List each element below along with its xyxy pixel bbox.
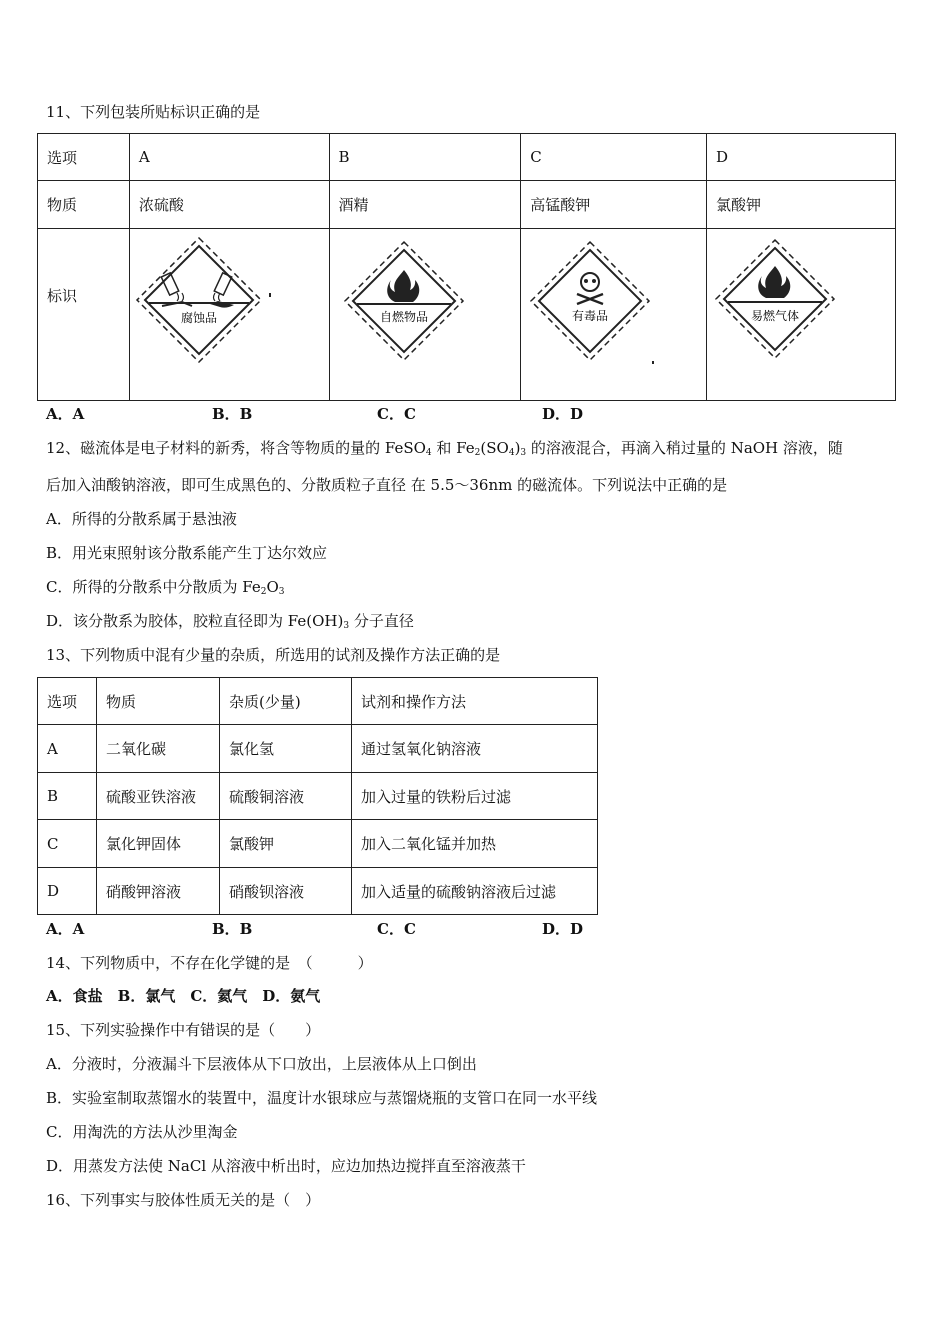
q12-stem-1f: 4 xyxy=(508,448,515,458)
q12-stem-1c: 和 Fe xyxy=(431,439,475,457)
q12-option-d-2: 3 xyxy=(343,621,350,631)
q13-answer-b: B．B xyxy=(212,920,253,938)
q13-header-substance: 物质 xyxy=(97,678,220,725)
q11-table xyxy=(37,133,896,401)
q13-row-d-option: D xyxy=(38,868,97,915)
q13-row-d-method: 加入适量的硫酸钠溶液后过滤 xyxy=(352,868,598,915)
q12-option-a: A．所得的分散系属于悬浊液 xyxy=(46,510,237,528)
q13-row-a-method: 通过氢氧化钠溶液 xyxy=(352,725,598,773)
table-row xyxy=(38,773,598,820)
flame-icon xyxy=(758,266,790,298)
q13-row-b-option: B xyxy=(38,773,97,820)
q12-stem-line-2: 后加入油酸钠溶液，即可生成黑色的、分散质粒子直径 在 5.5～36nm 的磁流体。下列说法中正确的是 xyxy=(46,476,728,494)
q11-header-b: B xyxy=(329,134,521,181)
q15-stem: 15、下列实验操作中有错误的是（ ） xyxy=(46,1021,321,1039)
q13-header-option: 选项 xyxy=(38,678,97,725)
table-row xyxy=(38,820,598,868)
sign-inner-border xyxy=(145,246,253,354)
flammable-gas-sign xyxy=(707,230,895,400)
table-row xyxy=(38,868,598,915)
q11-row-substance-label: 物质 xyxy=(38,181,130,229)
q12-option-c-2: 2 xyxy=(260,587,267,597)
q11-sign-cell-a xyxy=(129,229,329,401)
q14-options: A．食盐 B．氯气 C．氦气 D．氨气 xyxy=(46,987,321,1005)
sign-outer-border xyxy=(716,240,834,358)
table-row xyxy=(38,725,598,773)
q11-header-a: A xyxy=(129,134,329,181)
q12-stem-1i: 的溶液混合，再滴入稍过量的 NaOH 溶液，随 xyxy=(526,439,843,457)
sign-label-b: 自燃物品 xyxy=(379,309,428,324)
q15-option-b: B．实验室制取蒸馏水的装置中，温度计水银球应与蒸馏烧瓶的支管口在同一水平线 xyxy=(46,1089,598,1107)
q12-option-c-3: O xyxy=(266,578,279,596)
q15-option-a: A．分液时，分液漏斗下层液体从下口放出，上层液体从上口倒出 xyxy=(46,1055,477,1073)
q13-row-b-impurity: 硫酸铜溶液 xyxy=(220,773,352,820)
q12-stem-1b: 4 xyxy=(425,448,432,458)
q11-header-d: D xyxy=(707,134,896,181)
q11-row-sign-label: 标识 xyxy=(38,229,130,401)
q13-answer-d: D．D xyxy=(542,920,584,938)
sign-outer-border xyxy=(531,242,649,360)
q12-option-c-4: 3 xyxy=(278,587,285,597)
q13-row-a-substance: 二氧化碳 xyxy=(97,725,220,773)
toxic-hazard-sign xyxy=(521,230,697,400)
q12-option-d-1: D．该分散系为胶体，胶粒直径即为 Fe(OH) xyxy=(46,612,344,630)
q12-stem-1d: 2 xyxy=(474,448,481,458)
q12-option-c xyxy=(46,577,285,602)
q11-answer-b: B．B xyxy=(212,405,253,423)
sign-inner-border xyxy=(539,250,641,352)
sign-outer-border xyxy=(137,238,261,362)
skull-icon xyxy=(577,273,603,304)
q15-option-c: C．用淘洗的方法从沙里淘金 xyxy=(46,1123,238,1141)
q13-row-c-method: 加入二氧化锰并加热 xyxy=(352,820,598,868)
sign-label-c: 有毒品 xyxy=(572,308,609,323)
q13-answer-a: A．A xyxy=(46,920,85,938)
q13-row-c-substance: 氯化钾固体 xyxy=(97,820,220,868)
q13-row-c-impurity: 氯酸钾 xyxy=(220,820,352,868)
sign-label-d: 易燃气体 xyxy=(750,308,800,323)
sign-inner-border xyxy=(724,248,826,350)
q12-stem-line-1 xyxy=(46,438,843,463)
q12-option-c-1: C．所得的分散系中分散质为 Fe xyxy=(46,578,261,596)
q12-stem-1a: 12、磁流体是电子材料的新秀，将含等物质的量的 FeSO xyxy=(46,439,426,457)
q13-answer-c: C．C xyxy=(377,920,416,938)
q13-row-b-method: 加入过量的铁粉后过滤 xyxy=(352,773,598,820)
q12-stem-1g: ) xyxy=(514,439,521,457)
q13-row-d-substance: 硝酸钾溶液 xyxy=(97,868,220,915)
q11-answer-d: D．D xyxy=(542,405,584,423)
q11-stem: 11、下列包装所贴标识正确的是 xyxy=(46,103,261,121)
q16-stem: 16、下列事实与胶体性质无关的是（ ） xyxy=(46,1191,321,1209)
q11-sign-cell-b xyxy=(329,229,521,401)
q11-substance-c: 高锰酸钾 xyxy=(521,181,707,229)
q11-answer-c: C．C xyxy=(377,405,416,423)
q11-substance-b: 酒精 xyxy=(329,181,521,229)
q13-row-b-substance: 硫酸亚铁溶液 xyxy=(97,773,220,820)
q13-row-d-impurity: 硝酸钡溶液 xyxy=(220,868,352,915)
q12-stem-1e: (SO xyxy=(480,439,509,457)
q13-table xyxy=(37,677,598,915)
q12-option-b: B．用光束照射该分散系能产生丁达尔效应 xyxy=(46,544,328,562)
q11-sign-cell-d xyxy=(707,229,896,401)
q15-option-d: D．用蒸发方法使 NaCl 从溶液中析出时，应边加热边搅拌直至溶液蒸干 xyxy=(46,1157,526,1175)
spontaneous-combustion-sign xyxy=(330,230,512,400)
q12-option-d xyxy=(46,611,414,636)
q12-stem-1h: 3 xyxy=(520,448,527,458)
q13-stem: 13、下列物质中混有少量的杂质，所选用的试剂及操作方法正确的是 xyxy=(46,646,501,664)
q11-substance-d: 氯酸钾 xyxy=(707,181,896,229)
q13-header-method: 试剂和操作方法 xyxy=(352,678,598,725)
q13-row-c-option: C xyxy=(38,820,97,868)
q13-row-a-option: A xyxy=(38,725,97,773)
sign-label-a: 腐蚀品 xyxy=(180,310,217,325)
q12-option-d-3: 分子直径 xyxy=(349,612,414,630)
q11-substance-a: 浓硫酸 xyxy=(129,181,329,229)
q13-header-impurity: 杂质(少量) xyxy=(220,678,352,725)
q11-header-c: C xyxy=(521,134,707,181)
q11-answer-a: A．A xyxy=(46,405,85,423)
q11-sign-cell-c xyxy=(521,229,707,401)
flame-icon xyxy=(387,270,419,302)
q14-stem: 14、下列物质中，不存在化学键的是 （ ） xyxy=(46,954,373,972)
q13-row-a-impurity: 氯化氢 xyxy=(220,725,352,773)
q11-header-option: 选项 xyxy=(38,134,130,181)
corrosive-hazard-sign xyxy=(130,230,320,400)
